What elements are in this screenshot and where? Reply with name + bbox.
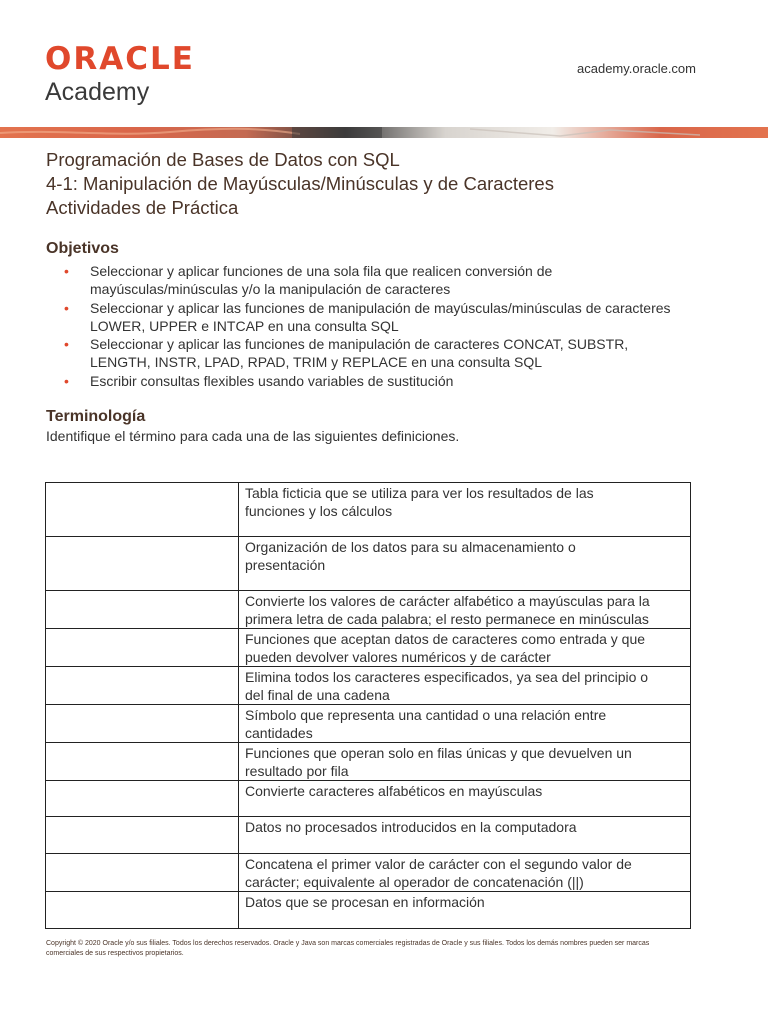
lesson-title: 4-1: Manipulación de Mayúsculas/Minúsculas y de Caracteres: [46, 173, 554, 194]
copyright-footer: Copyright © 2020 Oracle y/o sus filiales. Todos los derechos reservados. Oracle y Java son marcas comerciales registradas de Oracle y sus filiales. Todos los demás nombres pueden ser marcas comerciales de sus respectivos propietarios.: [46, 940, 650, 957]
table-row: [46, 629, 691, 667]
terminology-instruction: Identifique el término para cada una de las siguientes definiciones.: [46, 428, 460, 444]
document-titles: [46, 148, 554, 220]
definition-cell: Elimina todos los caracteres especificados, ya sea del principio o del final de una cadena: [239, 667, 691, 705]
objectives-list: [64, 262, 724, 390]
bullet-icon: •: [64, 299, 69, 316]
objective-item: • Escribir consultas flexibles usando variables de sustitución: [64, 372, 454, 389]
objective-item: • Seleccionar y aplicar funciones de una sola fila que realicen conversión de mayúsculas/minúsculas y/o la manipulación de caracteres: [64, 263, 553, 297]
definition-cell: Símbolo que representa una cantidad o una relación entre cantidades: [239, 705, 691, 743]
term-cell[interactable]: [46, 667, 239, 705]
term-cell[interactable]: [46, 483, 239, 537]
terminology-heading: Terminología: [46, 408, 146, 425]
definition-cell: Convierte los valores de carácter alfabético a mayúsculas para la primera letra de cada palabra; el resto permanece en minúsculas: [239, 591, 691, 629]
definition-cell: Tabla ficticia que se utiliza para ver los resultados de las funciones y los cálculos: [239, 483, 691, 537]
term-cell[interactable]: [46, 817, 239, 854]
definition-cell: Datos que se procesan en información: [239, 892, 691, 929]
definition-cell: Funciones que operan solo en filas únicas y que devuelven un resultado por fila: [239, 743, 691, 781]
definition-cell: Concatena el primer valor de carácter con el segundo valor de carácter; equivalente al operador de concatenación (||): [239, 854, 691, 892]
table-row: [46, 892, 691, 929]
term-cell[interactable]: [46, 705, 239, 743]
term-cell[interactable]: [46, 743, 239, 781]
logo-subbrand: Academy: [45, 78, 150, 106]
term-cell[interactable]: [46, 629, 239, 667]
term-cell[interactable]: [46, 781, 239, 817]
activity-title: Actividades de Práctica: [46, 197, 239, 218]
site-url: academy.oracle.com: [577, 61, 696, 76]
table-row: [46, 781, 691, 817]
definition-cell: Convierte caracteres alfabéticos en mayúsculas: [239, 781, 691, 817]
term-cell[interactable]: [46, 591, 239, 629]
logo-brand: ORACLE: [45, 41, 195, 77]
bullet-icon: •: [64, 372, 69, 389]
objectives-heading: Objetivos: [46, 240, 119, 257]
table-row: [46, 705, 691, 743]
table-row: [46, 854, 691, 892]
objective-item: • Seleccionar y aplicar las funciones de manipulación de mayúsculas/minúsculas de caracteres LOWER, UPPER e INTCAP en una consulta SQL: [64, 299, 671, 334]
decorative-banner: [0, 127, 768, 138]
oracle-academy-logo: [45, 43, 195, 107]
term-cell[interactable]: [46, 854, 239, 892]
bullet-icon: •: [64, 336, 69, 352]
table-row: [46, 667, 691, 705]
table-row: [46, 591, 691, 629]
bullet-icon: •: [64, 263, 69, 279]
definition-cell: Datos no procesados introducidos en la computadora: [239, 817, 691, 854]
course-title: Programación de Bases de Datos con SQL: [46, 149, 400, 170]
definition-cell: Organización de los datos para su almacenamiento o presentación: [239, 537, 691, 591]
definition-cell: Funciones que aceptan datos de caracteres como entrada y que pueden devolver valores numéricos y de carácter: [239, 629, 691, 667]
term-cell[interactable]: [46, 892, 239, 929]
table-row: [46, 743, 691, 781]
term-cell[interactable]: [46, 537, 239, 591]
table-row: [46, 817, 691, 854]
objective-item: • Seleccionar y aplicar las funciones de manipulación de caracteres CONCAT, SUBSTR, LENGTH, INSTR, LPAD, RPAD, TRIM y REPLACE en una consulta SQL: [64, 336, 629, 370]
table-row: [46, 537, 691, 591]
terminology-table: [45, 482, 691, 929]
table-row: [46, 483, 691, 537]
